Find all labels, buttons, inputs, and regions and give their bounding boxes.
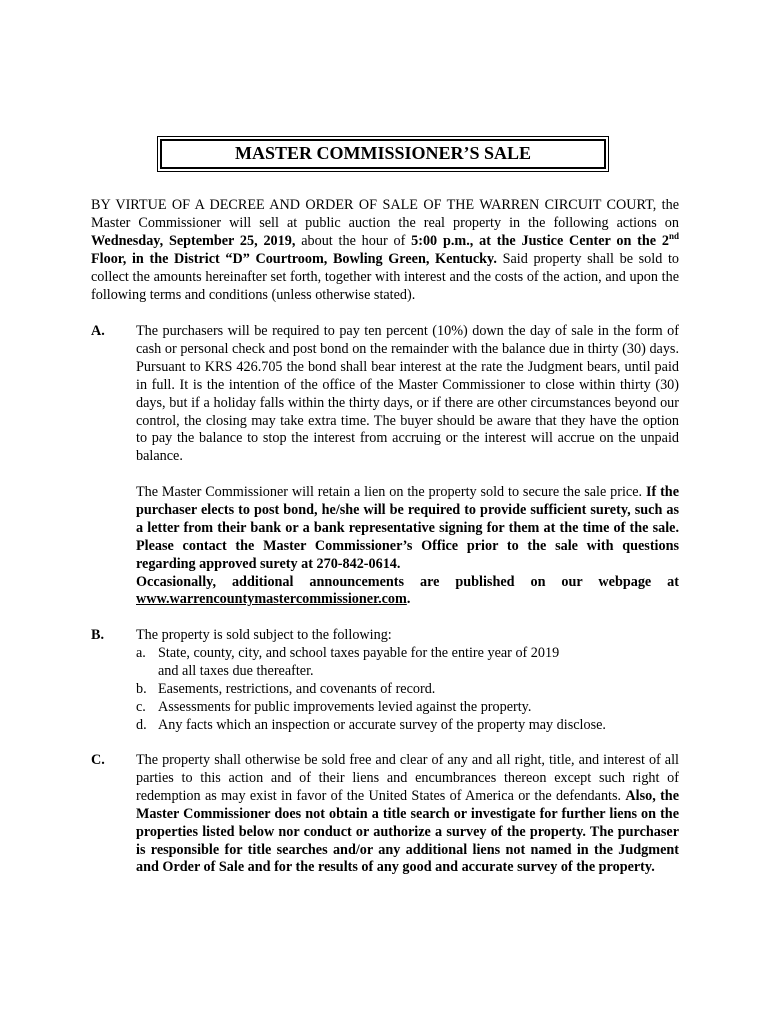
section-c-letter: C. [91, 752, 105, 768]
sale-time-place: 5:00 p.m., at the Justice Center on the 2 [411, 232, 669, 249]
free-and-clear-text: The property shall otherwise be sold free and clear of any and all right, title, and interest of all parties to this action and of their liens and encumbrances thereon except such right of redemption as may exist in favor of the United States of America or the defendants. [136, 752, 679, 804]
section-a-para-2 [136, 484, 679, 574]
section-a-para-3: Occasionally, additional announcements are published on our webpage at www.warrencountymastercommissioner.com. [136, 573, 679, 608]
title-search-notice: Also, the Master Commissioner does not obtain a title search or investigate for further liens on the properties listed below nor conduct or authorize a survey of the property. The purchaser is responsible for title searches and/or any additional liens not named in the Judgment and Order of Sale and for the results of any good and accurate survey of the property. [136, 787, 679, 876]
intro-text-3: Said property shall be sold to collect the amounts hereinafter set forth, together with interest and the costs of the action, and upon the following terms and conditions (unless otherwise stated). [91, 250, 679, 303]
section-b [136, 627, 679, 734]
list-item: b. Easements, restrictions, and covenants of record. [136, 680, 436, 697]
bond-notice: If the purchaser elects to post bond, he/she will be required to provide sufficient surety, such as a letter from their bank or a bank representative signing for them at the time of the sale. Please contact the Master Commissioner’s Office prior to the sale with questions regarding approved surety at 270-842-0614. [136, 484, 679, 572]
intro-text-2: about the hour of [295, 232, 412, 249]
announcement-text: Occasionally, additional announcements are published on our webpage at [136, 573, 679, 590]
title-frame [157, 136, 609, 172]
section-a-letter: A. [91, 323, 105, 339]
lien-text: The Master Commissioner will retain a lien on the property sold to secure the sale price. [136, 484, 646, 500]
section-a-para-1: The purchasers will be required to pay ten percent (10%) down the day of sale in the form of cash or personal check and post bond on the remainder with the balance due in thirty (30) days. Pursuant to KRS 426.705 the bond shall bear interest at the rate the Judgment bears, until paid in full. It is the intention of the office of the Master Commissioner to close within thirty (30) days, but if a holiday falls within the thirty days, or if there are other circumstances beyond our control, the closing may take extra time. The buyer should be aware that they have the option to pay the balance to stop the interest from accruing or the interest will accrue on the unpaid balance. [136, 323, 679, 465]
list-item: d. Any facts which an inspection or accurate survey of the property may disclose. [136, 716, 606, 733]
page-title: MASTER COMMISSIONER’S SALE [160, 139, 606, 169]
section-b-lead: The property is sold subject to the following: [136, 627, 392, 643]
section-c [136, 752, 679, 877]
section-b-letter: B. [91, 627, 105, 643]
conditions-list [136, 645, 679, 735]
sale-location: Floor, in the District “D” Courtroom, Bowling Green, Kentucky. [91, 250, 497, 267]
list-item: c. Assessments for public improvements levied against the property. [136, 698, 532, 715]
section-a-lien [136, 484, 679, 609]
intro-text: BY VIRTUE OF A DECREE AND ORDER OF SALE OF THE WARREN CIRCUIT COURT, the Master Commissioner will sell at public auction the real property in the following actions on [91, 197, 679, 231]
section-c-para [136, 752, 679, 877]
list-item: a. State, county, city, and school taxes payable for the entire year of 2019 and all taxes due thereafter. [136, 644, 560, 679]
ordinal-suffix: nd [668, 230, 679, 241]
sale-date: Wednesday, September 25, 2019, [91, 232, 296, 249]
intro-paragraph [91, 197, 679, 304]
section-a [136, 323, 679, 466]
webpage-link[interactable]: www.warrencountymastercommissioner.com [136, 591, 407, 608]
